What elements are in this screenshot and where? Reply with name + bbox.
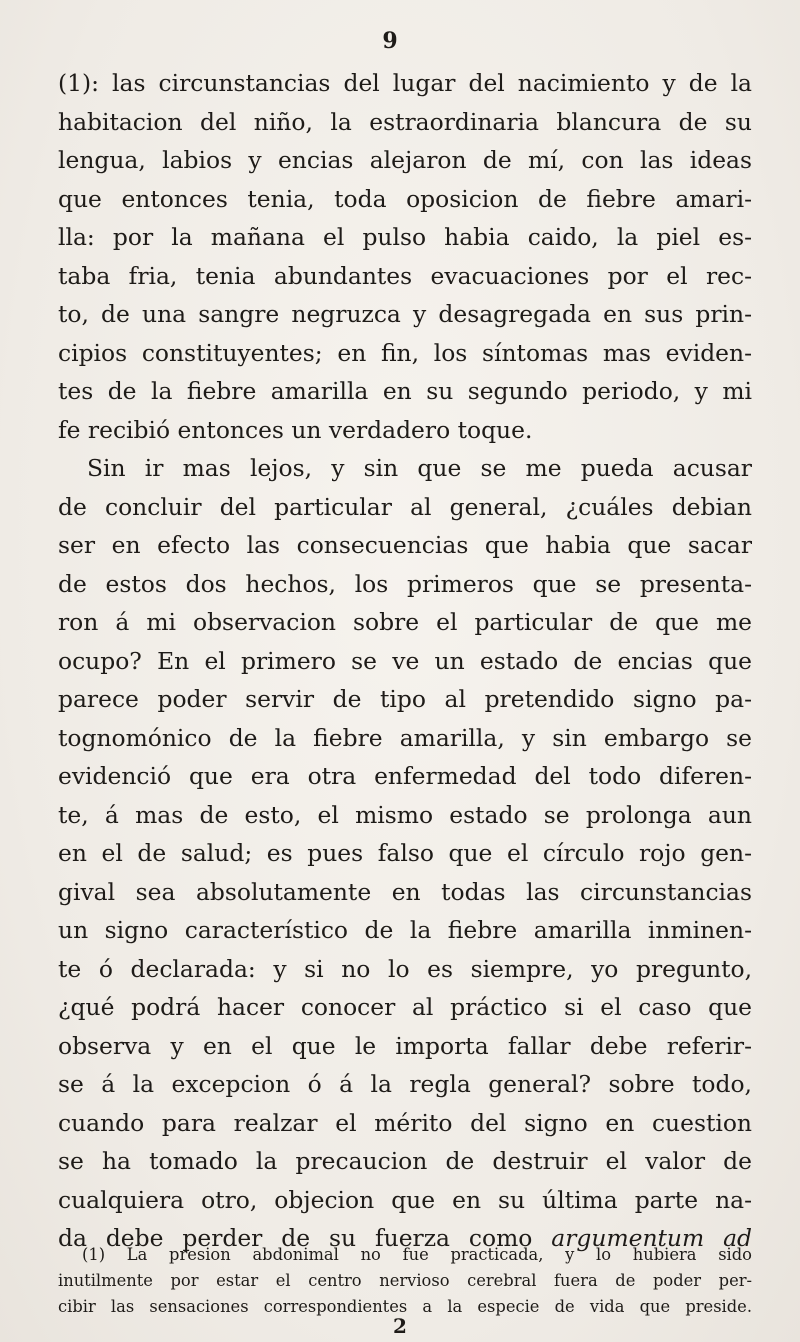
text-line: tes de la fiebre amarilla en su segundo periodo, y mi — [58, 377, 752, 405]
text-line: de concluir del particular al general, ¿cuáles debian — [58, 492, 752, 521]
text-line: se á la excepcion ó á la regla general? sobre todo, — [58, 1070, 752, 1098]
text-line: ser en efecto las consecuencias que habia que sacar — [58, 531, 752, 559]
text-line: gival sea absolutamente en todas las circunstancias — [58, 877, 752, 906]
text-line: Sin ir mas lejos, y sin que se me pueda acusar — [87, 454, 752, 482]
text-line: lengua, labios y encias alejaron de mí, con las ideas — [58, 146, 752, 174]
text-line: un signo característico de la fiebre amarilla inminen- — [58, 916, 752, 944]
text-line: ocupo? En el primero se ve un estado de encias que — [58, 646, 752, 675]
text-line: taba fria, tenia abundantes evacuaciones por el rec- — [58, 261, 752, 290]
text-line: fe recibió entonces un verdadero toque. — [58, 415, 533, 444]
footnote-line: inutilmente por estar el centro nervioso cerebral fuera de poder per- — [58, 1271, 752, 1290]
text-line: evidenció que era otra enfermedad del todo diferen- — [58, 762, 752, 790]
final-line-text: da debe perder de su fuerza como — [58, 1224, 533, 1252]
text-line: observa y en el que le importa fallar debe referir- — [58, 1031, 752, 1060]
text-line: (1): las circunstancias del lugar del nacimiento y de la — [58, 69, 752, 97]
footnote-line: (1) La presion abdonimal no fue practicada, y lo hubiera sido — [82, 1245, 752, 1264]
text-line: habitacion del niño, la estraordinaria blancura de su — [58, 107, 752, 136]
text-line: que entonces tenia, toda oposicion de fiebre amari- — [58, 184, 752, 213]
text-line: ¿qué podrá hacer conocer al práctico si el caso que — [58, 993, 752, 1021]
body-text — [58, 64, 752, 1258]
footnote-line: cibir las sensaciones correspondientes a la especie de vida que preside. — [58, 1297, 752, 1316]
text-line: en el de salud; es pues falso que el círculo rojo gen- — [58, 839, 752, 867]
text-line: tognomónico de la fiebre amarilla, y sin embargo se — [58, 723, 752, 752]
text-line: parece poder servir de tipo al pretendido signo pa- — [58, 685, 752, 713]
text-line: lla: por la mañana el pulso habia caido, la piel es- — [58, 223, 752, 251]
text-line: cipios constituyentes; en fin, los síntomas mas eviden- — [58, 338, 752, 367]
text-line: cualquiera otro, objecion que en su última parte na- — [58, 1185, 752, 1214]
text-line: cuando para realzar el mérito del signo en cuestion — [58, 1108, 752, 1137]
signature-mark: 2 — [393, 1314, 407, 1338]
text-line: se ha tomado la precaucion de destruir el valor de — [58, 1147, 752, 1175]
latin-phrase: argumentum ad — [551, 1224, 752, 1252]
text-line: te, á mas de esto, el mismo estado se prolonga aun — [58, 800, 752, 829]
text-line: te ó declarada: y si no lo es siempre, yo pregunto, — [58, 954, 752, 983]
page-number: 9 — [382, 28, 398, 54]
text-line: de estos dos hechos, los primeros que se presenta- — [58, 569, 752, 598]
text-line: to, de una sangre negruzca y desagregada en sus prin- — [58, 300, 752, 328]
text-line: ron á mi observacion sobre el particular de que me — [58, 608, 752, 636]
footnotes — [58, 1242, 752, 1320]
